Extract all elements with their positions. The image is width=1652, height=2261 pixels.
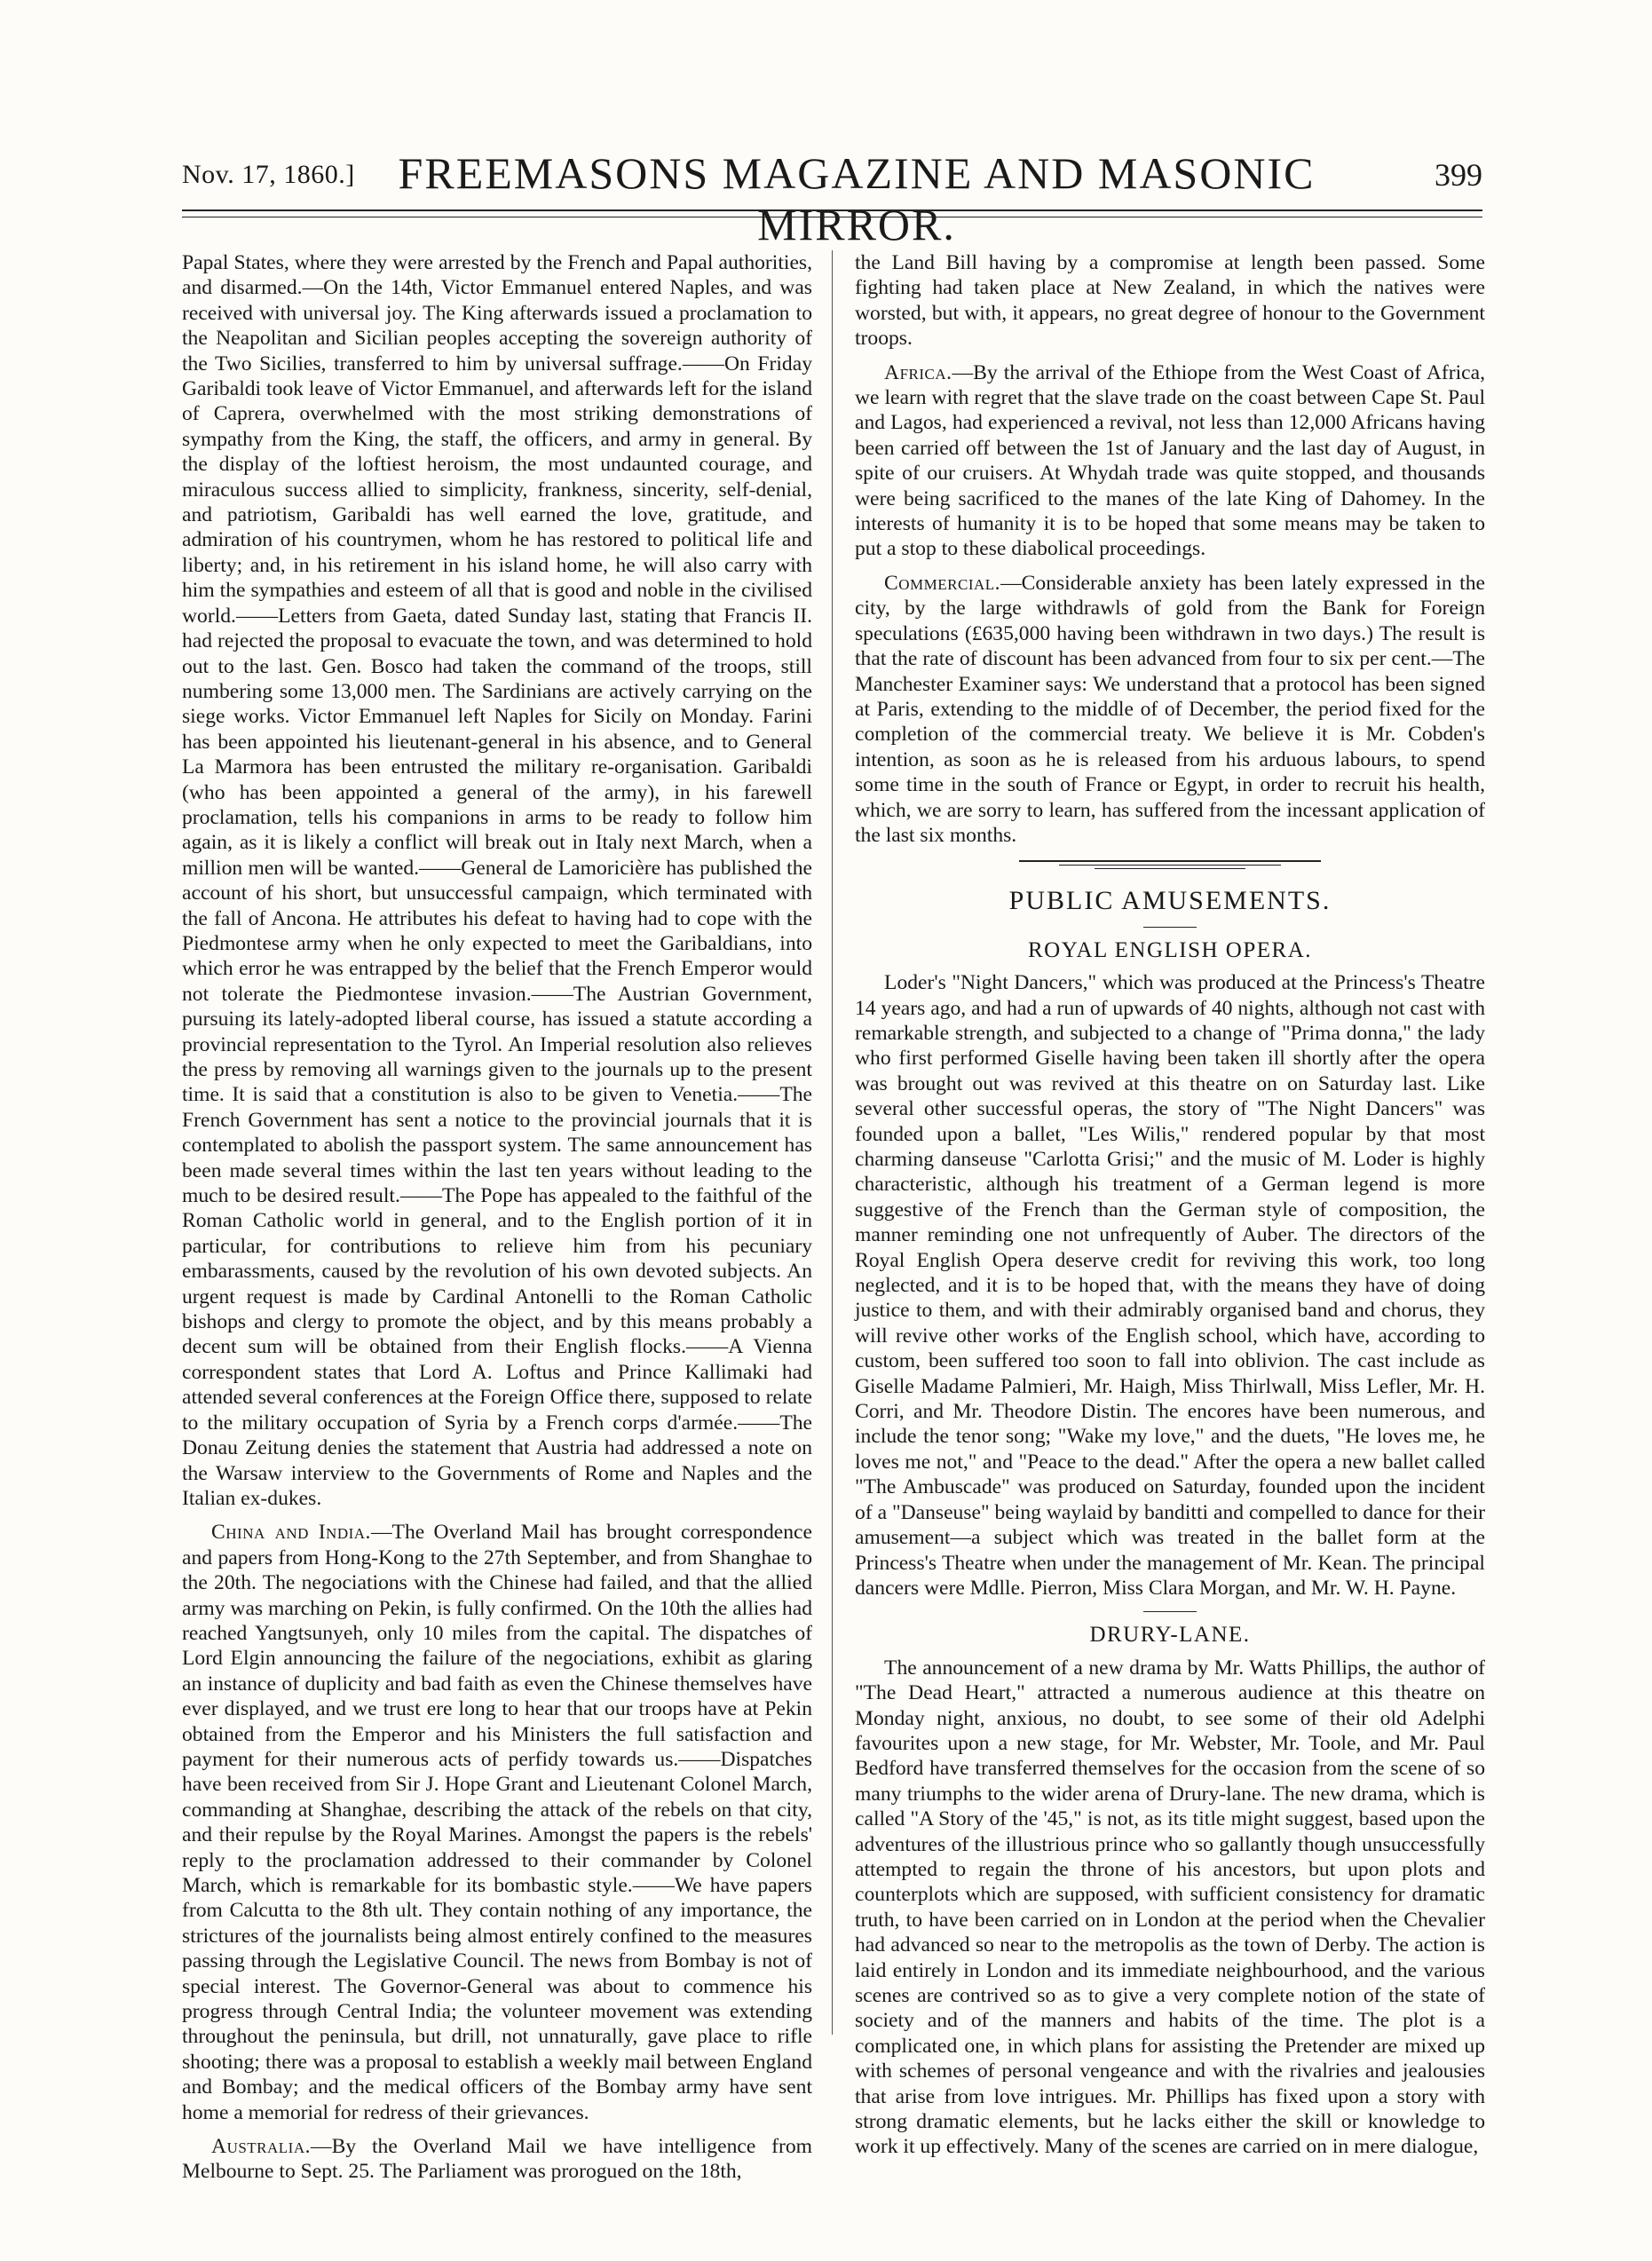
lead-africa: Africa.	[884, 360, 952, 384]
section-ornament-rule	[1019, 860, 1321, 869]
magazine-title: FREEMASONS MAGAZINE AND MASONIC MIRROR.	[398, 148, 1316, 249]
page-number: 399	[1435, 157, 1482, 193]
paragraph-china-india	[182, 1520, 812, 2125]
paragraph-opera-review: Loder's "Night Dancers," which was produced at the Princess's Theatre 14 years ago, and had a run of upwards of 40 nights, although not cast with remarkable strength, and subjected to a change of "Prima donna," the lady who first performed Giselle having been taken ill shortly after the opera was brought out was revived at this theatre on on Saturday last. Like several other successful operas, the story of "The Night Dancers" was founded upon a ballet, "Les Wilis," rendered popular by that most charming danseuse "Carlotta Grisi;" and the music of M. Loder is highly characteristic, although his treatment of a German legend is more suggestive of the French than the German style of composition, the manner reminding one not unfrequently of Auber. The directors of the Royal English Opera deserve credit for reviving this work, too long neglected, and it is to be hoped that, with the means they have of doing justice to them, and with their admirably organised band and chorus, they will revive other works of the English school, which have, according to custom, been suffered too soon to fall into oblivion. The cast include as Giselle Madame Palmieri, Mr. Haigh, Miss Thirlwall, Miss Lefler, Mr. H. Corri, and Mr. Theodore Distin. The encores have been numerous, and include the tenor song; "Wake my love," and the duets, "He loves me, he loves me not," and "Peace to the dead." After the opera a new ballet called "The Ambuscade" was produced on Saturday, founded upon the incident of a "Danseuse" being waylaid by banditti and compelled to dance for their amusement—a subject which was treated in the ballet form at the Princess's Theatre when under the management of Mr. Kean. The principal dancers were Mdlle. Pierron, Miss Clara Morgan, and Mr. W. H. Payne.	[855, 971, 1485, 1600]
issue-date: Nov. 17, 1860.]	[182, 160, 355, 189]
body-china-india: —The Overland Mail has brought correspondence and papers from Hong-Kong to the 27th September, and from Shanghae to the 20th. The negociations with the Chinese had failed, and that the allied army was marching on Pekin, is fully confirmed. On the 10th the allies had reached Yangtsunyeh, only 10 miles from the capital. The dispatches of Lord Elgin announcing the failure of the negociations, exhibit as glaring an instance of duplicity and bad faith as even the Chinese themselves have ever displayed, and we trust ere long to hear that our troops have at Pekin obtained from the Emperor and his Ministers the full satisfaction and payment for their numerous acts of perfidy towards us.——Dispatches have been received from Sir J. Hope Grant and Lieutenant Colonel March, commanding at Shanghae, describing the attack of the rebels on that city, and their repulse by the Royal Marines. Amongst the papers is the rebels' reply to the proclamation addressed to their commander by Colonel March, which is remarkable for its bombastic style.——We have papers from Calcutta to the 8th ult. They contain nothing of any importance, the strictures of the journalists being almost entirely confined to the measures passing through the Legislative Council. The news from Bombay is not of special interest. The Governor-General was about to commence his progress through Central India; the volunteer movement was extending throughout the peninsula, but drill, not unnaturally, gave place to rifle shooting; there was a proposal to establish a weekly mail between England and Bombay; and the medical officers of the Bombay army have sent home a memorial for redress of their grievances.	[182, 1521, 812, 2124]
subheading-drury-lane: DRURY-LANE.	[1089, 1623, 1251, 1648]
short-divider	[1143, 1611, 1197, 1612]
paragraph-africa	[855, 360, 1485, 562]
lead-china-india: China and India.	[211, 1521, 371, 1545]
body-commercial: —Considerable anxiety has been lately expressed in the city, by the large withdrawls of gold from the Bank for Foreign speculations (£635,000 having been withdrawn in two days.) The result is that the rate of discount has been advanced from four to six per cent.—The Manchester Examiner says: We understand that a protocol has been signed at Paris, extending to the middle of of December, the period fixed for the completion of the commercial treaty. We believe it is Mr. Cobden's intention, as soon as he is released from his arduous labours, to spend some time in the south of France or Egypt, in order to recruit his health, which, we are sorry to learn, has suffered from the incessant application of the last six months.	[855, 571, 1485, 847]
right-column	[855, 250, 1485, 2169]
paragraph-new-zealand: the Land Bill having by a compromise at length been passed. Some fighting had taken place at New Zealand, in which the natives were worsted, but with, it appears, no great degree of honour to the Government troops.	[855, 251, 1485, 351]
body-africa: —By the arrival of the Ethiope from the West Coast of Africa, we learn with regret that the slave trade on the coast between Cape St. Paul and Lagos, had experienced a revival, not less than 12,000 Africans having been carried off between the 1st of January and the last day of August, in spite of our cruisers. At Whydah trade was quite stopped, and thousands were being sacrificed to the manes of the late King of Dahomey. In the interests of humanity it is to be hoped that some means may be taken to put a stop to these diabolical proceedings.	[855, 360, 1485, 561]
body-australia: —By the Overland Mail we have intelligence from Melbourne to Sept. 25. The Parliament was prorogued on the 18th,	[182, 2135, 812, 2184]
column-divider	[832, 250, 833, 2035]
lead-australia: Australia.	[211, 2135, 312, 2159]
paragraph-australia	[182, 2134, 812, 2185]
section-title-public-amusements: PUBLIC AMUSEMENTS.	[1008, 886, 1332, 916]
lead-commercial: Commercial.	[884, 571, 1001, 595]
paragraph-italy-news: Papal States, where they were arrested by the French and Papal authorities, and disarmed.—On the 14th, Victor Emmanuel entered Naples, and was received with universal joy. The King afterwards issued a proclamation to the Neapolitan and Sicilian peoples accepting the sovereign authority of the Two Sicilies, transferred to him by universal suffrage.——On Friday Garibaldi took leave of Victor Emmanuel, and afterwards left for the island of Caprera, overwhelmed with the most striking demonstrations of sympathy from the King, the staff, the officers, and army in general. By the display of the loftiest heroism, the most undaunted courage, and miraculous success allied to simplicity, frankness, sincerity, self-denial, and patriotism, Garibaldi has well earned the love, gratitude, and admiration of his countrymen, whom he has restored to political life and liberty; and, in his retirement in his island home, he will also carry with him the sympathies and esteem of all that is good and noble in the civilised world.——Letters from Gaeta, dated Sunday last, stating that Francis II. had rejected the proposal to evacuate the town, and was determined to hold out to the last. Gen. Bosco had taken the command of the troops, still numbering some 13,000 men. The Sardinians are actively carrying on the siege works. Victor Emmanuel left Naples for Sicily on Monday. Farini has been appointed his lieutenant-general in his absence, and to General La Marmora has been entrusted the military re-organisation. Garibaldi (who has been appointed a general of the army), in his farewell proclamation, tells his companions in arms to be ready to follow him again, as it is likely a conflict will break out in Italy next March, when a million men will be wanted.——General de Lamoricière has published the account of his short, but unsuccessful campaign, which terminated with the fall of Ancona. He attributes his defeat to having had to cope with the Piedmontese army when he only expected to meet the Garibaldians, into which error he was entrapped by the belief that the French Emperor would not tolerate the Piedmontese invasion.——The Austrian Government, pursuing its lately-adopted liberal course, has issued a statute according a provincial representation to the Tyrol. An Imperial resolution also relieves the press by removing all warnings given to the journals up to the present time. It is said that a constitution is also to be given to Venetia.——The French Government has sent a notice to the provincial journals that it is contemplated to abolish the passport system. The same announcement has been made several times within the last ten years without leading to the much to be desired result.——The Pope has appealed to the faithful of the Roman Catholic world in general, and to the English portion of it in particular, for contributions to relieve him from his pecuniary embarassments, caused by the revolution of his own devoted subjects. An urgent request is made by Cardinal Antonelli to the Roman Catholic bishops and clergy to promote the object, and by this means probably a decent sum will be obtained from their English flocks.——A Vienna correspondent states that Lord A. Loftus and Prince Kallimaki had attended several conferences at the Foreign Office there, supposed to relate to the military occupation of Syria by a French corps d'armée.——The Donau Zeitung denies the statement that Austria had addressed a note on the Warsaw interview to the Governments of Rome and Naples and the Italian ex-dukes.	[182, 251, 812, 1510]
paragraph-commercial	[855, 571, 1485, 848]
subheading-royal-english-opera: ROYAL ENGLISH OPERA.	[1027, 937, 1313, 962]
short-divider	[1143, 927, 1197, 928]
header-rule	[182, 209, 1482, 211]
paragraph-drury-lane-review: The announcement of a new drama by Mr. Watts Phillips, the author of "The Dead Heart," attracted a numerous audience at this theatre on Monday night, anxious, no doubt, to see some of their old Adelphi favourites upon a new stage, for Mr. Webster, Mr. Toole, and Mr. Paul Bedford have transferred themselves for the occasion from the scene of so many triumphs to the wider arena of Drury-lane. The new drama, which is called "A Story of the '45," is not, as its title might suggest, based upon the adventures of the illustrious prince who so gallantly though unsuccessfully attempted to regain the throne of his ancestors, but upon plots and counterplots which are supposed, with sufficient consistency for dramatic truth, to have been carried on in London at the period when the Chevalier had advanced so near to the metropolis as the town of Derby. The action is laid entirely in London and its immediate neighbourhood, and the various scenes are contrived so as to give a very complete notion of the state of society and of the manners and habits of the time. The plot is a complicated one, in which plans for assisting the Pretender are mixed up with schemes of personal vengeance and with the rivalries and jealousies that arise from love intrigues. Mr. Phillips has fixed upon a story with strong dramatic elements, but he lacks either the skill or knowledge to work it up effectively. Many of the scenes are carried on in mere dialogue,	[855, 1656, 1485, 2159]
page-header	[182, 142, 1482, 249]
left-column	[182, 250, 812, 2194]
